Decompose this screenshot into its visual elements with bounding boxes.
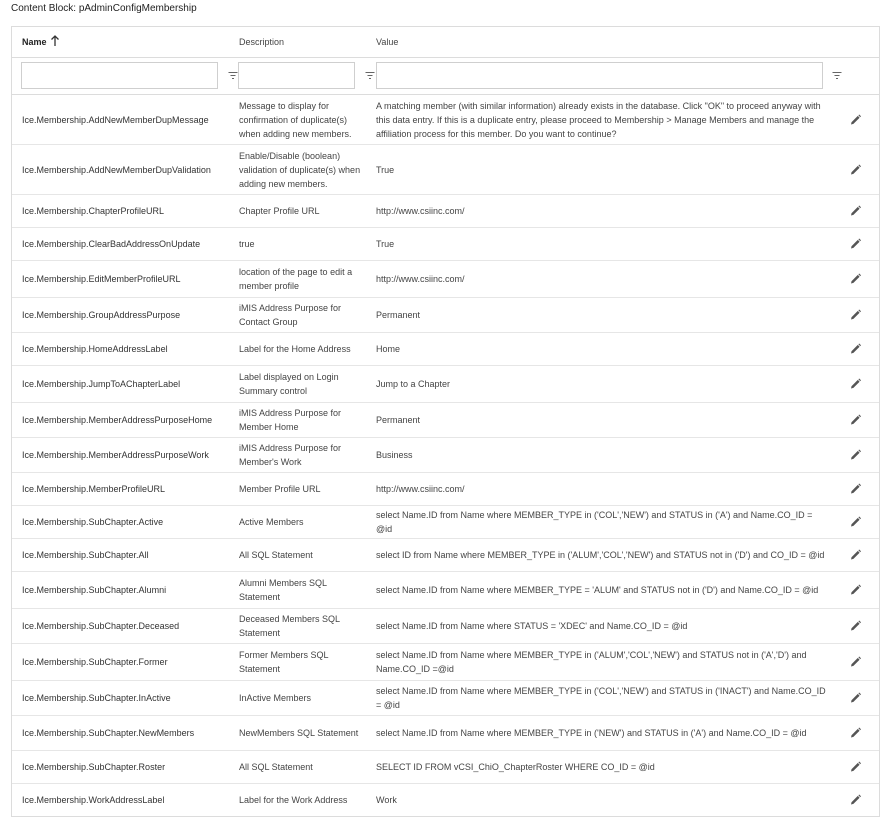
pencil-icon[interactable] — [850, 274, 861, 285]
pencil-icon[interactable] — [850, 484, 861, 495]
setting-description: Label for the Work Address — [239, 795, 348, 805]
setting-description: Deceased Members SQL Statement — [239, 614, 340, 638]
table-row — [12, 145, 879, 195]
setting-name: Ice.Membership.AddNewMemberDupMessage — [22, 114, 209, 125]
pencil-icon[interactable] — [850, 344, 861, 355]
table-row — [12, 95, 879, 145]
table-row — [12, 751, 879, 784]
table-row — [12, 261, 879, 298]
pencil-icon[interactable] — [850, 657, 861, 668]
setting-description: InActive Members — [239, 693, 312, 703]
pencil-icon[interactable] — [850, 239, 861, 250]
setting-value: Home — [376, 344, 401, 354]
table-row — [12, 644, 879, 681]
setting-value: select Name.ID from Name where MEMBER_TYPE in ('COL','NEW') and STATUS in ('A') and Name.CO_ID = @id — [376, 510, 813, 534]
table-row — [12, 609, 879, 644]
column-header-description[interactable]: Description — [239, 37, 285, 47]
setting-value: Business — [376, 450, 413, 460]
setting-value: True — [376, 164, 395, 175]
filter-icon[interactable] — [832, 71, 842, 80]
setting-value: Jump to a Chapter — [376, 379, 451, 389]
setting-name: Ice.Membership.GroupAddressPurpose — [22, 310, 181, 320]
setting-name: Ice.Membership.MemberAddressPurposeWork — [22, 450, 209, 460]
table-row — [12, 681, 879, 716]
pencil-icon[interactable] — [850, 206, 861, 217]
value-filter-input[interactable] — [376, 62, 823, 89]
pencil-icon[interactable] — [850, 379, 861, 390]
setting-name: Ice.Membership.MemberAddressPurposeHome — [22, 415, 213, 425]
filter-row — [12, 58, 879, 95]
setting-description: Member Profile URL — [239, 484, 321, 494]
setting-value: http://www.csiinc.com/ — [376, 274, 465, 284]
setting-value: True — [376, 239, 395, 249]
pencil-icon[interactable] — [850, 415, 861, 426]
pencil-icon[interactable] — [850, 164, 861, 175]
setting-value: select Name.ID from Name where MEMBER_TYPE in ('ALUM','COL','NEW') and STATUS not in ('A','D') and Name.CO_ID =@id — [376, 650, 807, 674]
table-row — [12, 366, 879, 403]
config-grid — [11, 26, 880, 817]
table-row — [12, 298, 879, 333]
setting-name: Ice.Membership.SubChapter.Active — [22, 517, 164, 527]
setting-value: select Name.ID from Name where MEMBER_TYPE = 'ALUM' and STATUS not in ('D') and Name.CO_ID = @id — [376, 585, 819, 595]
table-row — [12, 228, 879, 261]
column-header-name[interactable]: Name — [22, 37, 47, 47]
setting-name: Ice.Membership.SubChapter.InActive — [22, 693, 171, 703]
grid-header — [12, 27, 879, 58]
setting-description: iMIS Address Purpose for Member's Work — [239, 443, 342, 467]
setting-description: Label displayed on Login Summary control — [239, 372, 339, 396]
setting-name: Ice.Membership.SubChapter.Roster — [22, 762, 166, 772]
setting-name: Ice.Membership.ClearBadAddressOnUpdate — [22, 239, 201, 249]
pencil-icon[interactable] — [850, 762, 861, 773]
filter-icon[interactable] — [228, 71, 238, 80]
filter-icon[interactable] — [365, 71, 375, 80]
setting-value: http://www.csiinc.com/ — [376, 206, 465, 216]
setting-name: Ice.Membership.JumpToAChapterLabel — [22, 379, 181, 389]
setting-description: All SQL Statement — [239, 762, 313, 772]
setting-value: Permanent — [376, 415, 421, 425]
setting-name: Ice.Membership.MemberProfileURL — [22, 484, 166, 494]
setting-value: select Name.ID from Name where MEMBER_TYPE in ('NEW') and STATUS in ('A') and Name.CO_ID = @id — [376, 728, 807, 738]
setting-description: Label for the Home Address — [239, 344, 351, 354]
setting-description: All SQL Statement — [239, 550, 313, 560]
description-filter-input[interactable] — [238, 62, 355, 89]
setting-name: Ice.Membership.ChapterProfileURL — [22, 206, 165, 216]
pencil-icon[interactable] — [850, 310, 861, 321]
setting-description: location of the page to edit a member profile — [239, 267, 353, 291]
pencil-icon[interactable] — [850, 550, 861, 561]
setting-value: select Name.ID from Name where STATUS = 'XDEC' and Name.CO_ID = @id — [376, 621, 688, 631]
setting-description: iMIS Address Purpose for Member Home — [239, 408, 342, 432]
setting-description: Message to display for confirmation of duplicate(s) when adding new members. — [239, 100, 352, 139]
pencil-icon[interactable] — [850, 728, 861, 739]
setting-description: Former Members SQL Statement — [239, 650, 329, 674]
setting-value: select Name.ID from Name where MEMBER_TYPE in ('COL','NEW') and STATUS in ('INACT') and Name.CO_ID = @id — [376, 686, 826, 710]
pencil-icon[interactable] — [850, 693, 861, 704]
setting-description: Active Members — [239, 517, 304, 527]
setting-description: true — [239, 239, 255, 249]
pencil-icon[interactable] — [850, 621, 861, 632]
setting-description: Chapter Profile URL — [239, 206, 320, 216]
setting-description: NewMembers SQL Statement — [239, 728, 359, 738]
arrow-up-icon[interactable] — [50, 35, 60, 47]
pencil-icon[interactable] — [850, 795, 861, 806]
setting-name: Ice.Membership.HomeAddressLabel — [22, 344, 168, 354]
column-header-value[interactable]: Value — [376, 37, 399, 47]
setting-name: Ice.Membership.SubChapter.Former — [22, 657, 168, 667]
table-row — [12, 572, 879, 609]
pencil-icon[interactable] — [850, 585, 861, 596]
table-row — [12, 195, 879, 228]
setting-description: Enable/Disable (boolean) validation of duplicate(s) when adding new members. — [239, 150, 361, 189]
setting-name: Ice.Membership.WorkAddressLabel — [22, 795, 165, 805]
setting-description: iMIS Address Purpose for Contact Group — [239, 303, 342, 327]
setting-value: SELECT ID FROM vCSI_ChiO_ChapterRoster WHERE CO_ID = @id — [376, 762, 655, 772]
setting-value: select ID from Name where MEMBER_TYPE in ('ALUM','COL','NEW') and STATUS not in ('D') and CO_ID = @id — [376, 550, 825, 560]
grid-body — [12, 95, 879, 816]
setting-name: Ice.Membership.SubChapter.NewMembers — [22, 728, 195, 738]
setting-name: Ice.Membership.SubChapter.All — [22, 550, 149, 560]
setting-name: Ice.Membership.SubChapter.Alumni — [22, 585, 167, 595]
table-row — [12, 438, 879, 473]
table-row — [12, 506, 879, 539]
setting-value: Work — [376, 795, 397, 805]
content-block-title: Content Block: pAdminConfigMembership — [11, 3, 197, 14]
setting-name: Ice.Membership.SubChapter.Deceased — [22, 621, 180, 631]
table-row — [12, 716, 879, 751]
table-row — [12, 333, 879, 366]
pencil-icon[interactable] — [850, 517, 861, 528]
setting-value: http://www.csiinc.com/ — [376, 484, 465, 494]
pencil-icon[interactable] — [850, 114, 861, 125]
table-row — [12, 784, 879, 816]
setting-value: Permanent — [376, 310, 421, 320]
name-filter-input[interactable] — [21, 62, 218, 89]
setting-name: Ice.Membership.AddNewMemberDupValidation — [22, 164, 211, 175]
setting-description: Alumni Members SQL Statement — [239, 578, 327, 602]
table-row — [12, 539, 879, 572]
setting-value: A matching member (with similar information) already exists in the database. Click "OK" to proceed anyway with this data entry. If this is a duplicate entry, please proceed to Membership > Manage Members and manage the affiliation process for this member. Do you want to continue? — [376, 100, 821, 139]
setting-name: Ice.Membership.EditMemberProfileURL — [22, 274, 181, 284]
table-row — [12, 403, 879, 438]
table-row — [12, 473, 879, 506]
pencil-icon[interactable] — [850, 450, 861, 461]
